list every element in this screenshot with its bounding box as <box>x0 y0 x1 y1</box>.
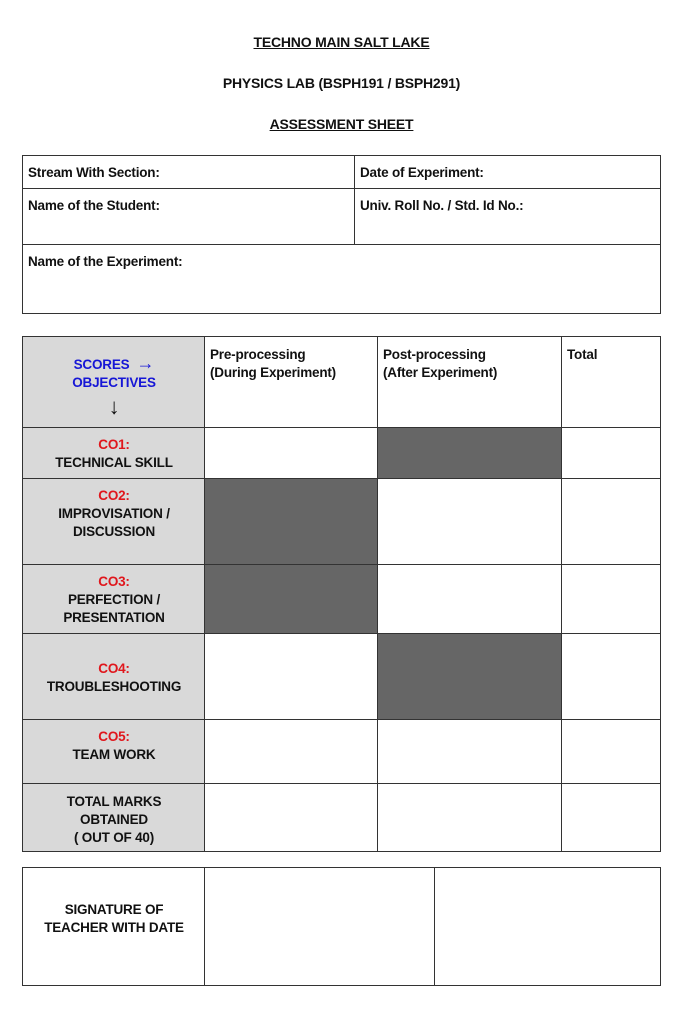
roll-number-field[interactable] <box>355 189 660 244</box>
shaded-cell-co4-post <box>378 634 562 720</box>
signature-cell-2[interactable] <box>435 868 660 985</box>
co2-post-score-cell[interactable] <box>378 479 561 564</box>
total-post-score-cell[interactable] <box>378 784 561 851</box>
info-table <box>22 155 661 314</box>
signature-cell-1[interactable] <box>205 868 434 985</box>
row-label-co2: CO2: IMPROVISATION / DISCUSSION <box>58 488 170 539</box>
student-name-field[interactable] <box>23 189 354 244</box>
co4-pre-score-cell[interactable] <box>205 634 377 719</box>
objectives-label: OBJECTIVES <box>72 375 156 390</box>
co5-total-cell[interactable] <box>562 720 660 783</box>
co3-total-cell[interactable] <box>562 565 660 633</box>
signature-label: SIGNATURE OF TEACHER WITH DATE <box>44 902 184 935</box>
scores-label: SCORES <box>73 357 130 372</box>
student-name-label: Name of the Student: <box>28 198 160 213</box>
row-label-co4: CO4: TROUBLESHOOTING <box>46 661 182 694</box>
row-label-co1: CO1: TECHNICAL SKILL <box>55 437 173 470</box>
institution-title: TECHNO MAIN SALT LAKE <box>253 34 430 50</box>
grand-total-cell[interactable] <box>562 784 660 851</box>
row-label-co3: CO3: PERFECTION / PRESENTATION <box>63 574 165 625</box>
down-arrow-icon: ↓ <box>108 394 120 419</box>
co3-post-score-cell[interactable] <box>378 565 561 633</box>
shaded-cell-co2-co3-pre <box>205 479 378 634</box>
co1-total-cell[interactable] <box>562 428 660 478</box>
experiment-name-label: Name of the Experiment: <box>28 254 183 269</box>
corner-header <box>23 354 205 422</box>
co5-pre-score-cell[interactable] <box>205 720 377 783</box>
shaded-cell-co1-post <box>378 428 562 479</box>
experiment-name-field[interactable] <box>23 245 660 313</box>
co1-pre-score-cell[interactable] <box>205 428 377 478</box>
stream-label: Stream With Section: <box>28 165 160 180</box>
column-header-post-processing: Post-processing (After Experiment) <box>383 347 498 380</box>
row-label-total-marks: TOTAL MARKS OBTAINED ( OUT OF 40) <box>66 794 162 845</box>
course-title: PHYSICS LAB (BSPH191 / BSPH291) <box>222 75 461 91</box>
date-field[interactable] <box>355 156 660 188</box>
column-header-pre-processing: Pre-processing (During Experiment) <box>210 347 336 380</box>
co5-post-score-cell[interactable] <box>378 720 561 783</box>
roll-number-label: Univ. Roll No. / Std. Id No.: <box>360 198 524 213</box>
date-label: Date of Experiment: <box>360 165 484 180</box>
score-table <box>22 336 661 852</box>
row-label-co5: CO5: TEAM WORK <box>72 729 156 762</box>
signature-table <box>22 867 661 986</box>
right-arrow-icon: → <box>136 353 155 373</box>
co4-total-cell[interactable] <box>562 634 660 719</box>
sheet-title: ASSESSMENT SHEET <box>269 116 414 132</box>
column-header-total: Total <box>567 347 598 362</box>
stream-field[interactable] <box>23 156 354 188</box>
co2-total-cell[interactable] <box>562 479 660 564</box>
total-pre-score-cell[interactable] <box>205 784 377 851</box>
